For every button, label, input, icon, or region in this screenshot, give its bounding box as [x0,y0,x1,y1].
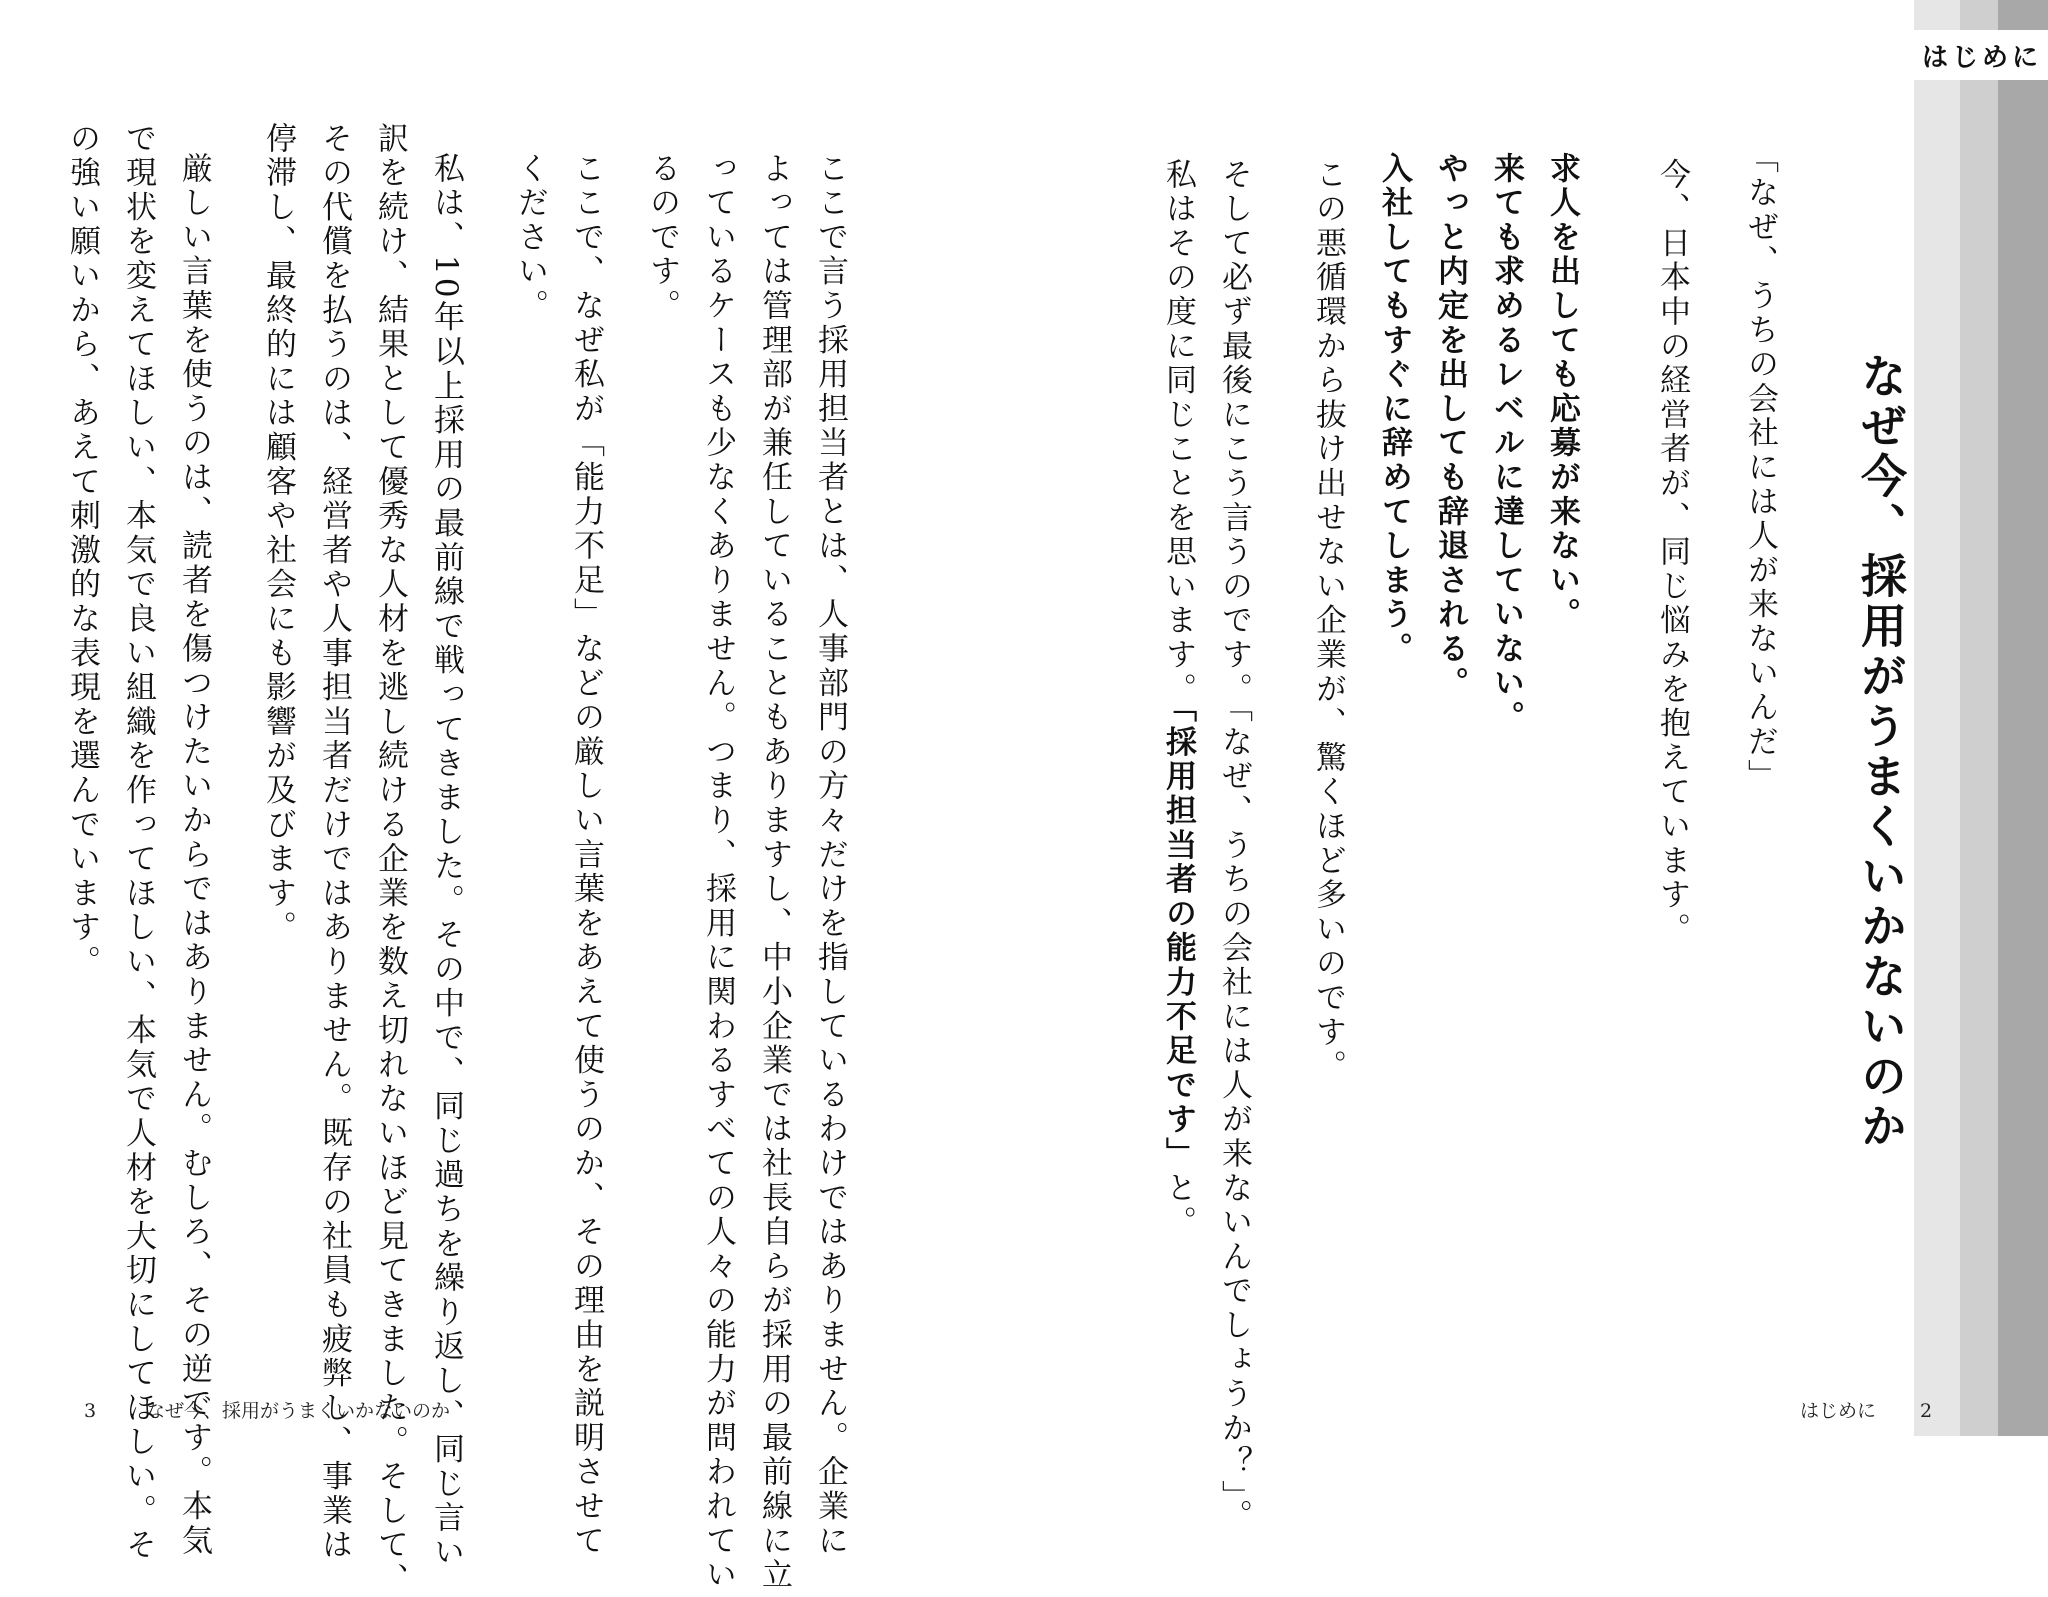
closing-line-1: そして必ず最後にこう言うのです。「なぜ、うちの会社には人が来ないんでしょうか？」。 [1216,158,1252,1534]
bold-line-2: 来ても求めるレベルに達していない。 [1488,152,1524,736]
right-running-title: はじめに [1800,1400,1877,1422]
body-line: っているケースも少なくありません。つまり、採用に関わるすべての人々の能力が問われてい [700,152,736,1593]
body-line: ここで言う採用担当者とは、人事部門の方々だけを指しているわけではありません。企業に [812,152,848,1559]
closing-line-2 [1160,158,1196,1241]
thumb-index-strip [1914,0,2048,1436]
left-running-title: なぜ今、採用がうまくいかないのか [146,1400,451,1422]
bold-line-3: やっと内定を出しても辞退される。 [1432,152,1468,701]
body-line: ここで、なぜ私が「能力不足」などの厳しい言葉をあえて使うのか、その理由を説明させて [568,152,604,1559]
vicious-cycle-paragraph: この悪循環から抜け出せない企業が、驚くほど多いのです。 [1310,158,1346,1085]
tab-band-mid [1960,0,1998,1436]
section-tab-label: はじめに [1922,42,2043,73]
tab-band-dark [1998,0,2048,1436]
intro-paragraph: 今、日本中の経営者が、同じ悩みを抱えています。 [1654,158,1690,947]
bold-line-1: 求人を出しても応募が来ない。 [1544,152,1580,633]
section-tab [1914,30,2048,80]
body-line: で現状を変えてほしい、本気で良い組織を作ってほしい、本気で人材を大切にしてほしい。そ [120,122,156,1563]
quote-paragraph: 「なぜ、うちの会社には人が来ないんだ」 [1742,142,1778,794]
left-page-number: 3 [84,1400,97,1422]
body-line: の強い願いから、あえて刺激的な表現を選んでいます。 [64,122,100,980]
body-line: その代償を払うのは、経営者や人事担当者だけではありません。既存の社員も疲弊し、事業は [316,122,352,1563]
body-line: 停滞し、最終的には顧客や社会にも影響が及びます。 [260,122,296,946]
emphasis-ability-shortage: 「採用担当者の能力不足です」 [1160,706,1196,1172]
body-line: ください。 [512,152,548,324]
body-line: 訳を続け、結果として優秀な人材を逃し続ける企業を数え切れないほど見てきました。そして、 [372,122,408,1597]
chapter-title: なぜ今、採用がうまくいかないのか [1854,352,1908,1152]
body-line: よっては管理部が兼任していることもありますし、中小企業では社長自らが採用の最前線に立 [756,152,792,1593]
right-page-number: 2 [1920,1400,1933,1422]
body-line: 厳しい言葉を使うのは、読者を傷つけたいからではありません。むしろ、その逆です。本気 [176,152,212,1559]
closing-line-2-end: と。 [1160,1171,1196,1241]
bold-line-4: 入社してもすぐに辞めてしまう。 [1376,152,1412,667]
body-line: 私は、10年以上採用の最前線で戦ってきました。その中で、同じ過ちを繰り返し、同じ言い [428,152,464,1571]
body-line: るのです。 [644,152,680,324]
closing-line-2-text: 私はその度に同じことを思います。 [1160,158,1196,707]
tab-band-light [1914,0,1960,1436]
